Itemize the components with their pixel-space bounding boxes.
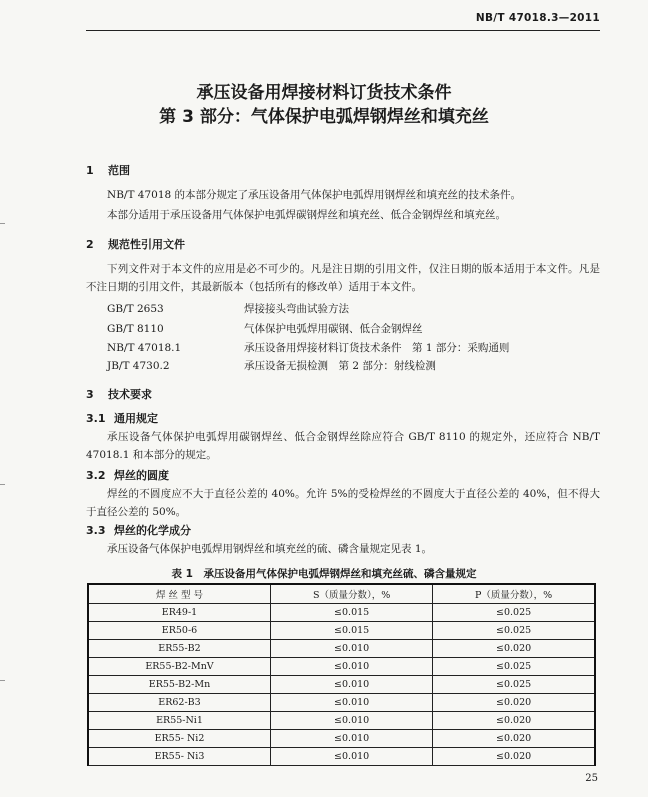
section-title: 范围 (108, 164, 130, 177)
section-number: 1 (86, 164, 94, 177)
reference-code: JB/T 4730.2 (107, 360, 170, 372)
reference-code: GB/T 8110 (107, 323, 164, 335)
section-1-paragraph-2: 本部分适用于承压设备用气体保护电弧焊碳钢焊丝和填充丝、低合金钢焊丝和填充丝。 (107, 209, 506, 221)
section-title: 焊丝的圆度 (114, 469, 169, 482)
table-row (88, 748, 595, 766)
section-number: 3.1 (86, 412, 106, 425)
document-subtitle: 第 3 部分：气体保护电弧焊钢焊丝和填充丝 (159, 107, 489, 127)
table-row (88, 712, 595, 730)
phosphorus-value: ≤0.020 (433, 640, 595, 658)
scan-margin-mark (0, 680, 5, 681)
phosphorus-value: ≤0.020 (433, 712, 595, 730)
wire-model: ER55- Ni3 (88, 748, 271, 766)
phosphorus-value: ≤0.020 (433, 730, 595, 748)
header-rule (86, 30, 600, 31)
sulfur-value: ≤0.010 (271, 676, 433, 694)
section-1-heading (86, 162, 130, 178)
table-title: 表 1 承压设备用气体保护电弧焊钢焊丝和填充丝硫、磷含量规定 (171, 568, 477, 580)
table-row (88, 730, 595, 748)
wire-model: ER55- Ni2 (88, 730, 271, 748)
section-3-1-paragraph: 承压设备气体保护电弧焊用碳钢焊丝、低合金钢焊丝除应符合 GB/T 8110 的规定外，还应符合 NB/T 47018.1 和本部分的规定。 (86, 431, 600, 461)
section-title: 焊丝的化学成分 (114, 524, 191, 537)
standard-code: NB/T 47018.3—2011 (475, 12, 600, 24)
phosphorus-value: ≤0.025 (433, 622, 595, 640)
section-3-3-paragraph: 承压设备气体保护电弧焊用钢焊丝和填充丝的硫、磷含量规定见表 1。 (107, 543, 433, 555)
column-header: 焊 丝 型 号 (88, 584, 271, 604)
scan-margin-mark (0, 223, 5, 224)
sulfur-phosphorus-table (87, 583, 596, 766)
section-3-2-heading (86, 467, 169, 483)
phosphorus-value: ≤0.020 (433, 748, 595, 766)
sulfur-value: ≤0.010 (271, 658, 433, 676)
sulfur-value: ≤0.010 (271, 730, 433, 748)
table-row (88, 676, 595, 694)
sulfur-value: ≤0.010 (271, 694, 433, 712)
section-number: 3 (86, 388, 94, 401)
sulfur-value: ≤0.010 (271, 712, 433, 730)
reference-row (107, 340, 509, 355)
reference-row (107, 321, 423, 336)
section-title: 技术要求 (108, 388, 152, 401)
reference-code: NB/T 47018.1 (107, 342, 182, 354)
phosphorus-value: ≤0.025 (433, 676, 595, 694)
reference-title: 气体保护电弧焊用碳钢、低合金钢焊丝 (244, 323, 423, 335)
table-row (88, 604, 595, 622)
table-row (88, 622, 595, 640)
sulfur-value: ≤0.010 (271, 748, 433, 766)
table-row (88, 694, 595, 712)
phosphorus-value: ≤0.020 (433, 694, 595, 712)
section-3-2-paragraph: 焊丝的不圆度应不大于直径公差的 40%。允许 5%的受检焊丝的不圆度大于直径公差的 40%，但不得大于直径公差的 50%。 (86, 488, 600, 518)
sulfur-value: ≤0.015 (271, 622, 433, 640)
phosphorus-value: ≤0.025 (433, 604, 595, 622)
section-title: 规范性引用文件 (108, 238, 185, 251)
section-number: 2 (86, 238, 94, 251)
section-1-paragraph-1: NB/T 47018 的本部分规定了承压设备用气体保护电弧焊用钢焊丝和填充丝的技术条件。 (107, 189, 522, 201)
reference-code: GB/T 2653 (107, 303, 164, 315)
wire-model: ER62-B3 (88, 694, 271, 712)
wire-model: ER55-B2-MnV (88, 658, 271, 676)
section-2-paragraph-1: 下列文件对于本文件的应用是必不可少的。凡是注日期的引用文件，仅注日期的版本适用于本文件。凡是不注日期的引用文件，其最新版本（包括所有的修改单）适用于本文件。 (86, 263, 600, 293)
wire-model: ER55-Ni1 (88, 712, 271, 730)
sulfur-value: ≤0.015 (271, 604, 433, 622)
phosphorus-value: ≤0.025 (433, 658, 595, 676)
wire-model: ER50-6 (88, 622, 271, 640)
page-number: 25 (585, 773, 598, 784)
table-header-row (88, 584, 595, 604)
section-number: 3.2 (86, 469, 106, 482)
reference-row (107, 358, 436, 373)
wire-model: ER49-1 (88, 604, 271, 622)
table-row (88, 658, 595, 676)
scan-margin-mark (0, 484, 5, 485)
reference-title: 承压设备无损检测 第 2 部分：射线检测 (244, 360, 436, 372)
section-3-3-heading (86, 522, 191, 538)
section-3-heading (86, 386, 152, 402)
wire-model: ER55-B2-Mn (88, 676, 271, 694)
reference-row (107, 301, 349, 316)
table-row (88, 640, 595, 658)
reference-title: 焊接接头弯曲试验方法 (244, 303, 349, 315)
column-header: P（质量分数），% (433, 584, 595, 604)
section-3-1-heading (86, 410, 158, 426)
reference-title: 承压设备用焊接材料订货技术条件 第 1 部分：采购通则 (244, 342, 510, 354)
section-number: 3.3 (86, 524, 106, 537)
document-title: 承压设备用焊接材料订货技术条件 (196, 83, 452, 103)
column-header: S（质量分数），% (271, 584, 433, 604)
sulfur-value: ≤0.010 (271, 640, 433, 658)
section-2-heading (86, 236, 185, 252)
wire-model: ER55-B2 (88, 640, 271, 658)
section-title: 通用规定 (114, 412, 158, 425)
